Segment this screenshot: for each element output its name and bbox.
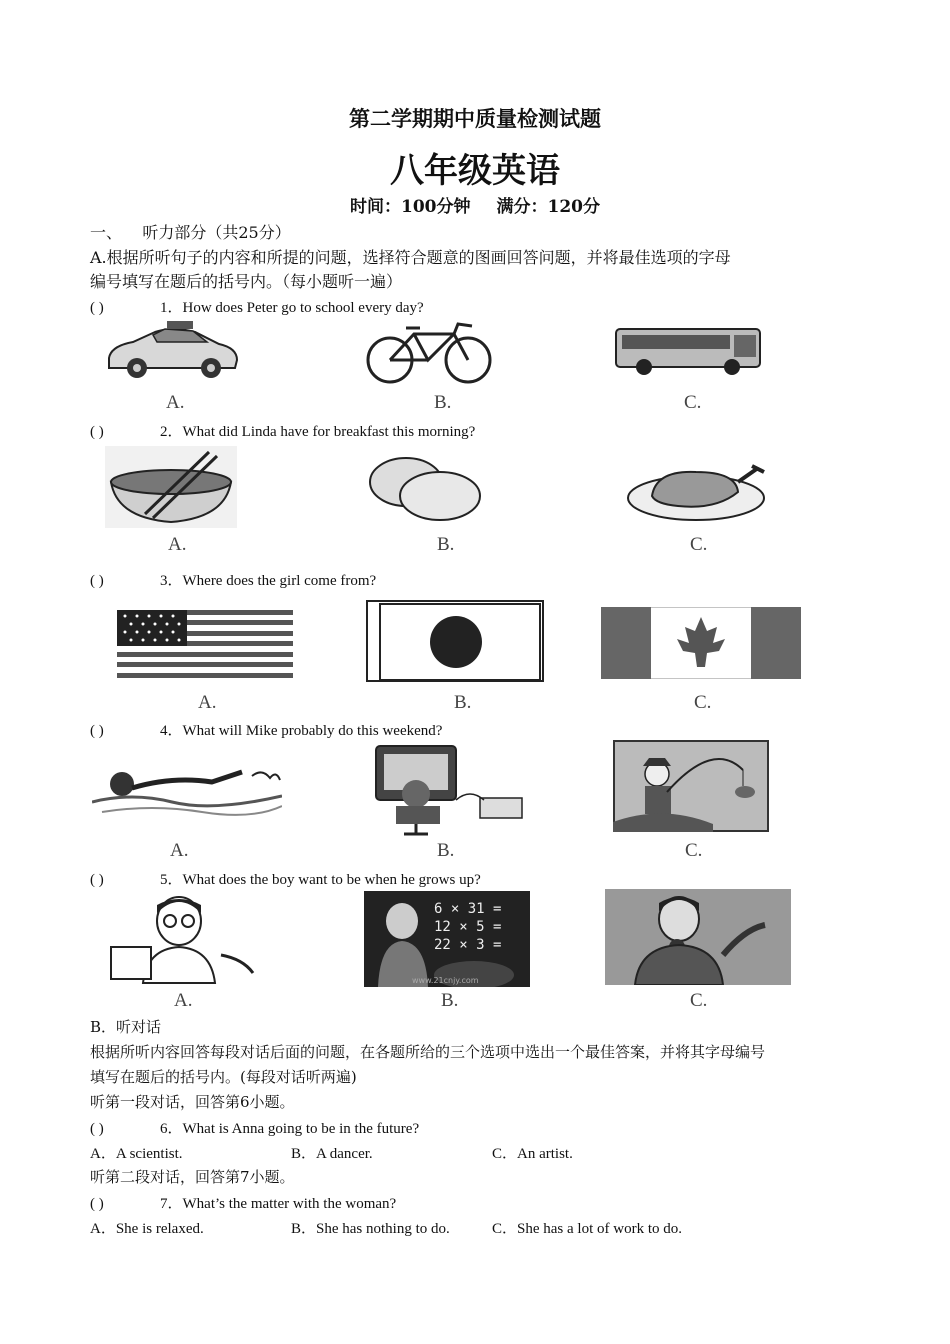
answer-blank[interactable]: ( ) — [90, 573, 104, 589]
bus-icon — [614, 325, 764, 377]
option-label: A. — [168, 534, 187, 555]
doctor-icon — [103, 893, 257, 985]
exam-title: 第二学期期中质量检测试题 — [349, 106, 601, 131]
part-a-instruction-1: A.根据所听句子的内容和所提的问题，选择符合题意的图画回答问题，并将最佳选项的字母 — [90, 248, 731, 267]
subject-title: 八年级英语 — [390, 151, 560, 191]
question-text: 4．What will Mike probably do this weekend? — [160, 723, 443, 739]
section-heading: 一、 听力部分（共25分） — [90, 223, 291, 242]
japan-flag-icon — [366, 600, 544, 682]
question-5 — [90, 868, 481, 889]
option-label: C. — [694, 692, 712, 713]
exam-time: 时间：100分钟 — [350, 197, 471, 217]
question-3 — [90, 569, 376, 590]
question-text: 2．What did Linda have for breakfast this morning? — [160, 424, 476, 440]
part-b-instruction-2: 填写在题后的括号内。(每段对话听两遍) — [90, 1068, 357, 1086]
answer-blank[interactable]: ( ) — [90, 1196, 104, 1212]
part-a-instruction-2: 编号填写在题后的括号内。（每小题听一遍） — [90, 272, 403, 291]
option-label: B. — [454, 692, 472, 713]
question-text: 1．How does Peter go to school every day? — [160, 300, 424, 316]
question-6 — [90, 1117, 419, 1138]
question-text: 6．What is Anna going to be in the future? — [160, 1121, 420, 1137]
option-label: C. — [690, 534, 708, 555]
exam-info — [0, 192, 950, 217]
option-c[interactable]: C．She has a lot of work to do. — [492, 1221, 682, 1237]
option-label: A. — [170, 840, 189, 861]
option-label: B. — [434, 392, 452, 413]
usa-flag-icon — [117, 610, 293, 678]
fishing-icon — [613, 740, 769, 832]
option-label: B. — [437, 534, 455, 555]
chicken-dish-icon — [626, 456, 770, 526]
answer-blank[interactable]: ( ) — [90, 872, 104, 888]
question-4 — [90, 719, 442, 740]
option-label: B. — [441, 990, 459, 1011]
option-a[interactable]: A．A scientist. — [90, 1146, 183, 1162]
option-label: C. — [685, 840, 703, 861]
option-label: C. — [690, 990, 708, 1011]
part-b-instruction-1: 根据所听内容回答每段对话后面的问题，在各题所给的三个选项中选出一个最佳答案，并将其字母编号 — [90, 1043, 766, 1061]
option-a[interactable]: A．She is relaxed. — [90, 1221, 204, 1237]
car-icon — [103, 318, 241, 380]
answer-blank[interactable]: ( ) — [90, 1121, 104, 1137]
option-label: B. — [437, 840, 455, 861]
question-7 — [90, 1192, 396, 1213]
part-b-heading: B．听对话 — [90, 1018, 162, 1036]
teacher-icon — [364, 891, 530, 987]
option-b[interactable]: B．She has nothing to do. — [291, 1221, 450, 1237]
singer-icon — [605, 889, 791, 985]
bicycle-icon — [362, 320, 496, 384]
board-line: 22 × 3 = — [434, 937, 502, 953]
answer-blank[interactable]: ( ) — [90, 424, 104, 440]
dialog-2-intro: 听第二段对话，回答第7小题。 — [90, 1168, 295, 1186]
option-label: A. — [166, 392, 185, 413]
question-text: 3．Where does the girl come from? — [160, 573, 377, 589]
computer-icon — [362, 744, 530, 836]
answer-blank[interactable]: ( ) — [90, 300, 104, 316]
answer-blank[interactable]: ( ) — [90, 723, 104, 739]
dialog-1-intro: 听第一段对话，回答第6小题。 — [90, 1093, 295, 1111]
question-text: 5．What does the boy want to be when he grows up? — [160, 872, 481, 888]
option-label: A. — [174, 990, 193, 1011]
exam-score: 满分：120分 — [496, 197, 600, 217]
board-watermark: www.21cnjy.com — [412, 976, 479, 985]
question-1 — [90, 296, 424, 317]
canada-flag-icon — [601, 607, 801, 679]
question-2 — [90, 420, 475, 441]
board-line: 6 × 31 = — [434, 901, 502, 917]
option-b[interactable]: B．A dancer. — [291, 1146, 373, 1162]
eggs-icon — [360, 450, 492, 524]
option-c[interactable]: C．An artist. — [492, 1146, 573, 1162]
option-label: A. — [198, 692, 217, 713]
option-label: C. — [684, 392, 702, 413]
noodles-icon — [105, 446, 237, 528]
question-text: 7．What’s the matter with the woman? — [160, 1196, 397, 1212]
swimming-icon — [92, 762, 282, 818]
board-line: 12 × 5 = — [434, 919, 502, 935]
